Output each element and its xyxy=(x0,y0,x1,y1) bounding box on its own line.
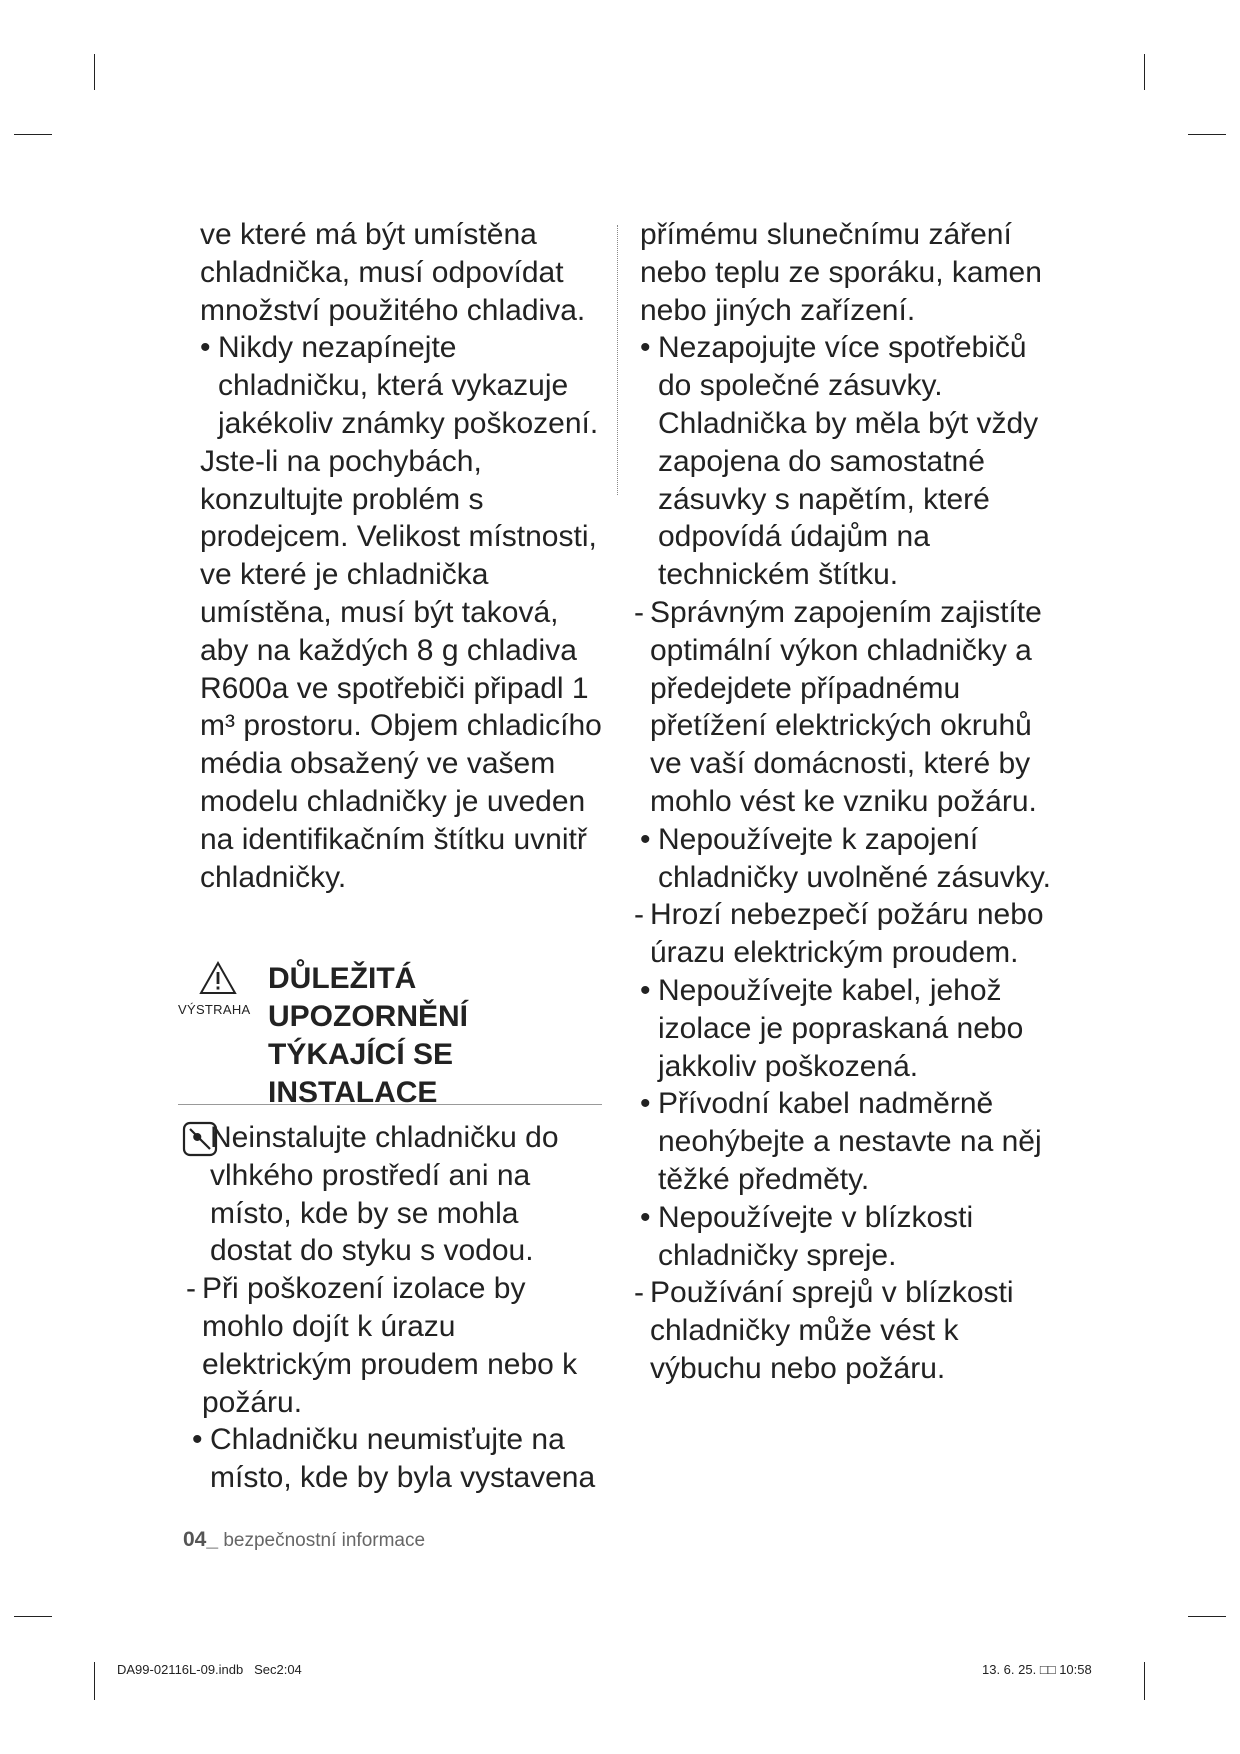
print-date: 13. 6. 25. xyxy=(982,1662,1037,1677)
bullet-item: • Chladničku neumisťujte na místo, kde by byla vystavena xyxy=(184,1421,606,1497)
section-name: bezpečnostní informace xyxy=(223,1530,426,1551)
warning-body xyxy=(184,1119,606,1497)
right-column xyxy=(632,216,1054,1388)
bullet-item: • Nepoužívejte k zapojení chladničky uvolněné zásuvky. xyxy=(632,821,1054,897)
page-number: 04_ xyxy=(183,1528,219,1551)
page-footer xyxy=(183,1528,425,1552)
print-time: 10:58 xyxy=(1059,1662,1092,1677)
crop-mark xyxy=(94,54,95,90)
warning-heading xyxy=(178,960,602,1109)
dash-item: - Při poškození izolace by mohlo dojít k úrazu elektrickým proudem nebo k požáru. xyxy=(184,1270,606,1421)
bullet-item: • Neinstalujte chladničku do vlhkého prostředí ani na místo, kde by se mohla dostat do styku s vodou. xyxy=(184,1119,606,1270)
dash-item: - Používání sprejů v blízkosti chladničky může vést k výbuchu nebo požáru. xyxy=(632,1274,1054,1387)
crop-mark xyxy=(1188,134,1226,135)
left-column xyxy=(192,216,614,896)
dash-item: - Hrozí nebezpečí požáru nebo úrazu elektrickým proudem. xyxy=(632,896,1054,972)
dash-item: - Správným zapojením zajistíte optimální výkon chladničky a předejdete případnému přetížení elektrických okruhů ve vaší domácnosti, které by mohlo vést ke vzniku požáru. xyxy=(632,594,1054,821)
column-divider xyxy=(617,225,618,495)
bullet-item: • Nikdy nezapínejte chladničku, která vykazuje jakékoliv známky poškození. xyxy=(192,329,614,442)
crop-mark xyxy=(14,134,52,135)
bullet-item: • Nepoužívejte v blízkosti chladničky spreje. xyxy=(632,1199,1054,1275)
crop-mark xyxy=(1144,54,1145,90)
bullet-item: • Nepoužívejte kabel, jehož izolace je popraskaná nebo jakkoliv poškozená. xyxy=(632,972,1054,1085)
crop-mark xyxy=(1144,1662,1145,1700)
warning-triangle-icon xyxy=(198,960,238,996)
print-file-info: DA99-02116L-09.indb Sec2:04 xyxy=(117,1662,302,1677)
paragraph: Jste-li na pochybách, konzultujte problém s prodejcem. Velikost místnosti, ve které je chladnička umístěna, musí být taková, aby na každých 8 g chladiva R600a ve spotřebiči připadl 1 m³ prostoru. Objem chladicího média obsažený ve vašem modelu chladničky je uveden na identifikačním štítku uvnitř chladničky. xyxy=(200,444,602,894)
warning-title: DŮLEŽITÁ UPOZORNĚNÍ TÝKAJÍCÍ SE INSTALACE xyxy=(268,962,469,1109)
crop-mark xyxy=(1188,1616,1226,1617)
bullet-item: • Nezapojujte více spotřebičů do společné zásuvky. Chladnička by měla být vždy zapojena do samostatné zásuvky s napětím, které odpovídá údajům na technickém štítku. xyxy=(632,329,1054,594)
paragraph: ve které má být umístěna chladnička, musí odpovídat množství použitého chladiva. xyxy=(200,218,586,327)
print-boxes: □□ xyxy=(1039,1662,1056,1677)
paragraph: přímému slunečnímu záření nebo teplu ze sporáku, kamen nebo jiných zařízení. xyxy=(640,218,1042,327)
print-date-info xyxy=(982,1662,1092,1677)
crop-mark xyxy=(14,1616,52,1617)
crop-mark xyxy=(94,1662,95,1700)
warning-label: VÝSTRAHA xyxy=(178,1002,251,1017)
bullet-item: • Přívodní kabel nadměrně neohýbejte a nestavte na něj těžké předměty. xyxy=(632,1085,1054,1198)
